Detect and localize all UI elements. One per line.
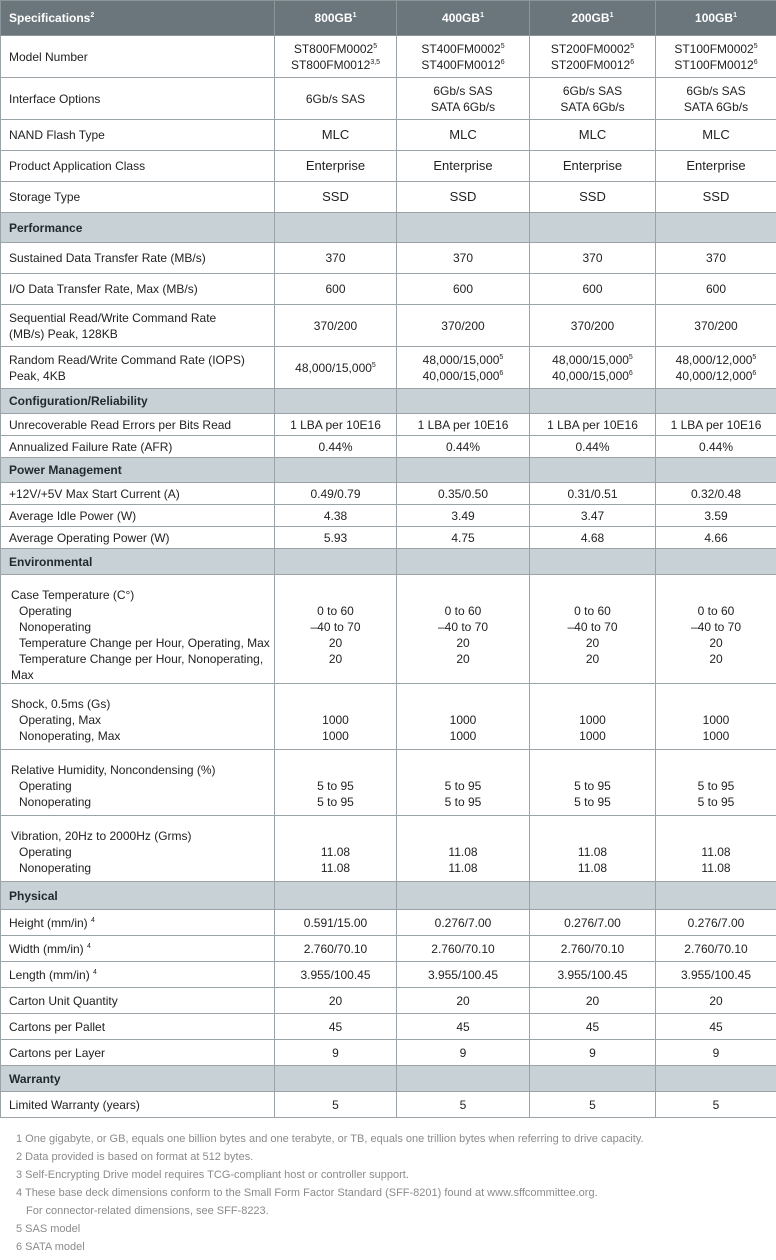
value-cell: 2.760/70.10 <box>275 936 397 962</box>
value-cell: Enterprise <box>397 151 530 182</box>
value-cell: 0.35/0.50 <box>397 483 530 505</box>
value-cell: 0 to 60 –40 to 70 20 20 <box>397 575 530 684</box>
interface-cell: 6Gb/s SAS SATA 6Gb/s <box>656 78 776 120</box>
section-title: Physical <box>1 882 275 910</box>
value-cell: 1000 1000 <box>275 684 397 750</box>
row-label: Average Idle Power (W) <box>1 505 275 527</box>
row-label: Carton Unit Quantity <box>1 988 275 1014</box>
value-cell: 1000 1000 <box>656 684 776 750</box>
value-cell: 1 LBA per 10E16 <box>530 414 656 436</box>
table-row-humidity <box>1 750 776 816</box>
interface-cell: 6Gb/s SAS SATA 6Gb/s <box>397 78 530 120</box>
section-title: Warranty <box>1 1066 275 1092</box>
value-cell: MLC <box>275 120 397 151</box>
value-cell: 3.955/100.45 <box>530 962 656 988</box>
table-row-height <box>1 910 776 936</box>
value-cell: Enterprise <box>275 151 397 182</box>
value-cell: 370 <box>530 243 656 274</box>
value-cell: 1 LBA per 10E16 <box>275 414 397 436</box>
table-row-io-rate <box>1 274 776 305</box>
row-label: +12V/+5V Max Start Current (A) <box>1 483 275 505</box>
value-cell: 370/200 <box>275 305 397 347</box>
interface-cell: 6Gb/s SAS SATA 6Gb/s <box>530 78 656 120</box>
footnote: For connector-related dimensions, see SFF-8223. <box>26 1205 269 1217</box>
value-cell: 0.276/7.00 <box>656 910 776 936</box>
value-cell: 45 <box>656 1014 776 1040</box>
value-cell: 5 <box>656 1092 776 1118</box>
row-label: Case Temperature (C°) Operating Nonoperating Temperature Change per Hour, Operating, Max Temperature Change per Hour, Nonoperating, Max <box>1 575 275 684</box>
value-cell: 4.68 <box>530 527 656 549</box>
table-row-length <box>1 962 776 988</box>
value-cell: 600 <box>656 274 776 305</box>
table-row-width <box>1 936 776 962</box>
value-cell: 0.32/0.48 <box>656 483 776 505</box>
value-cell: 9 <box>275 1040 397 1066</box>
value-cell: 0.276/7.00 <box>530 910 656 936</box>
row-label: Unrecoverable Read Errors per Bits Read <box>1 414 275 436</box>
value-cell: 45 <box>397 1014 530 1040</box>
value-cell: 600 <box>397 274 530 305</box>
row-label: Limited Warranty (years) <box>1 1092 275 1118</box>
section-header-reliability <box>1 389 776 414</box>
section-title: Performance <box>1 213 275 243</box>
table-row-shock <box>1 684 776 750</box>
value-cell: MLC <box>397 120 530 151</box>
value-cell: 370 <box>397 243 530 274</box>
value-cell: 370 <box>656 243 776 274</box>
value-cell: 600 <box>530 274 656 305</box>
value-cell: 5 to 95 5 to 95 <box>275 750 397 816</box>
col-header-800gb: $800GB^1$ <box>275 1 397 36</box>
table-row-sequential <box>1 305 776 347</box>
table-header-row <box>1 1 776 36</box>
row-label: Annualized Failure Rate (AFR) <box>1 436 275 458</box>
value-cell: 20 <box>656 988 776 1014</box>
value-cell: 3.49 <box>397 505 530 527</box>
value-cell: 1000 1000 <box>530 684 656 750</box>
value-cell: 0 to 60 –40 to 70 20 20 <box>275 575 397 684</box>
row-label: Height (mm/in) $^4$ <box>1 910 275 936</box>
col-header-specifications: Specifications$^2$ <box>1 1 275 36</box>
table-row-nand <box>1 120 776 151</box>
value-cell: Enterprise <box>656 151 776 182</box>
value-cell: 0.31/0.51 <box>530 483 656 505</box>
value-cell: 4.66 <box>656 527 776 549</box>
row-label: NAND Flash Type <box>1 120 275 151</box>
value-cell: SSD <box>530 182 656 213</box>
value-cell: 9 <box>397 1040 530 1066</box>
value-cell: 600 <box>275 274 397 305</box>
value-cell: 2.760/70.10 <box>656 936 776 962</box>
row-label: Shock, 0.5ms (Gs) Operating, Max Nonoperating, Max <box>1 684 275 750</box>
value-cell: 0.591/15.00 <box>275 910 397 936</box>
value-cell: 11.08 11.08 <box>656 816 776 882</box>
value-cell: 48,000/15,000$^5$ 40,000/15,000$^6$ <box>530 347 656 389</box>
value-cell: 0.44% <box>275 436 397 458</box>
model-cell: ST800FM0002$^5$ ST800FM0012$^{3,5}$ <box>275 36 397 78</box>
row-label: Cartons per Pallet <box>1 1014 275 1040</box>
row-label: Random Read/Write Command Rate (IOPS) Peak, 4KB <box>1 347 275 389</box>
table-row-per-pallet <box>1 1014 776 1040</box>
value-cell: 0.44% <box>530 436 656 458</box>
value-cell: 0 to 60 –40 to 70 20 20 <box>530 575 656 684</box>
section-header-environmental <box>1 549 776 575</box>
value-cell: 48,000/15,000$^5$ 40,000/15,000$^6$ <box>397 347 530 389</box>
value-cell: 5 <box>397 1092 530 1118</box>
value-cell: 3.955/100.45 <box>656 962 776 988</box>
table-row-interface <box>1 78 776 120</box>
value-cell: 48,000/12,000$^5$ 40,000/12,000$^6$ <box>656 347 776 389</box>
row-label: Product Application Class <box>1 151 275 182</box>
footnote: 2 Data provided is based on format at 512 bytes. <box>16 1151 254 1163</box>
table-row-app-class <box>1 151 776 182</box>
value-cell: 0.44% <box>656 436 776 458</box>
section-header-power <box>1 458 776 483</box>
table-row-random <box>1 347 776 389</box>
value-cell: 1 LBA per 10E16 <box>656 414 776 436</box>
value-cell: 20 <box>530 988 656 1014</box>
value-cell: 5 <box>530 1092 656 1118</box>
row-label: Length (mm/in) $^4$ <box>1 962 275 988</box>
row-label: Cartons per Layer <box>1 1040 275 1066</box>
section-title: Configuration/Reliability <box>1 389 275 414</box>
value-cell: 11.08 11.08 <box>530 816 656 882</box>
section-title: Environmental <box>1 549 275 575</box>
row-label: Width (mm/in) $^4$ <box>1 936 275 962</box>
table-row-temperature <box>1 575 776 684</box>
row-label: Vibration, 20Hz to 2000Hz (Grms) Operating Nonoperating <box>1 816 275 882</box>
value-cell: 370/200 <box>656 305 776 347</box>
table-row-idle-power <box>1 505 776 527</box>
row-label: Relative Humidity, Noncondensing (%) Operating Nonoperating <box>1 750 275 816</box>
value-cell: 48,000/15,000$^5$ <box>275 347 397 389</box>
value-cell: 9 <box>656 1040 776 1066</box>
value-cell: SSD <box>656 182 776 213</box>
model-cell: ST400FM0002$^5$ ST400FM0012$^6$ <box>397 36 530 78</box>
value-cell: 5 <box>275 1092 397 1118</box>
table-row-carton-qty <box>1 988 776 1014</box>
footnote: 4 These base deck dimensions conform to the Small Form Factor Standard (SFF-8201) found at www.sffcommittee.org. <box>16 1187 598 1199</box>
value-cell: 5.93 <box>275 527 397 549</box>
value-cell: 2.760/70.10 <box>530 936 656 962</box>
value-cell: 370/200 <box>530 305 656 347</box>
value-cell: MLC <box>656 120 776 151</box>
value-cell: 11.08 11.08 <box>275 816 397 882</box>
value-cell: 3.955/100.45 <box>397 962 530 988</box>
footnote: 1 One gigabyte, or GB, equals one billion bytes and one terabyte, or TB, equals one trillion bytes when referring to drive capacity. <box>16 1133 644 1145</box>
value-cell: 370/200 <box>397 305 530 347</box>
table-row-model-number <box>1 36 776 78</box>
footnote: 3 Self-Encrypting Drive model requires TCG-compliant host or controller support. <box>16 1169 409 1181</box>
value-cell: 3.955/100.45 <box>275 962 397 988</box>
row-label: Average Operating Power (W) <box>1 527 275 549</box>
value-cell: 11.08 11.08 <box>397 816 530 882</box>
value-cell: 45 <box>275 1014 397 1040</box>
table-row-start-current <box>1 483 776 505</box>
value-cell: 0.44% <box>397 436 530 458</box>
row-label: Sustained Data Transfer Rate (MB/s) <box>1 243 275 274</box>
interface-cell: 6Gb/s SAS <box>275 78 397 120</box>
table-row-limited-warranty <box>1 1092 776 1118</box>
footnote: 5 SAS model <box>16 1223 81 1235</box>
model-cell: ST200FM0002$^5$ ST200FM0012$^6$ <box>530 36 656 78</box>
value-cell: 0.49/0.79 <box>275 483 397 505</box>
section-header-warranty <box>1 1066 776 1092</box>
value-cell: 0 to 60 –40 to 70 20 20 <box>656 575 776 684</box>
value-cell: Enterprise <box>530 151 656 182</box>
table-row-vibration <box>1 816 776 882</box>
row-label: Storage Type <box>1 182 275 213</box>
table-row-read-errors <box>1 414 776 436</box>
value-cell: 0.276/7.00 <box>397 910 530 936</box>
value-cell: 4.38 <box>275 505 397 527</box>
value-cell: SSD <box>397 182 530 213</box>
value-cell: 370 <box>275 243 397 274</box>
value-cell: MLC <box>530 120 656 151</box>
model-cell: ST100FM0002$^5$ ST100FM0012$^6$ <box>656 36 776 78</box>
col-header-200gb: $200GB^1$ <box>530 1 656 36</box>
row-label: I/O Data Transfer Rate, Max (MB/s) <box>1 274 275 305</box>
value-cell: 5 to 95 5 to 95 <box>656 750 776 816</box>
value-cell: 2.760/70.10 <box>397 936 530 962</box>
footnote: 6 SATA model <box>16 1241 85 1253</box>
row-label: Interface Options <box>1 78 275 120</box>
value-cell: 4.75 <box>397 527 530 549</box>
table-row-per-layer <box>1 1040 776 1066</box>
value-cell: 9 <box>530 1040 656 1066</box>
col-header-100gb: $100GB^1$ <box>656 1 776 36</box>
table-row-afr <box>1 436 776 458</box>
value-cell: 3.47 <box>530 505 656 527</box>
col-header-400gb: $400GB^1$ <box>397 1 530 36</box>
row-label: Sequential Read/Write Command Rate (MB/s) Peak, 128KB <box>1 305 275 347</box>
value-cell: 1 LBA per 10E16 <box>397 414 530 436</box>
value-cell: SSD <box>275 182 397 213</box>
table-row-sustained <box>1 243 776 274</box>
row-label: Model Number <box>1 36 275 78</box>
section-header-performance <box>1 213 776 243</box>
footnotes <box>16 1130 776 1256</box>
table-row-operating-power <box>1 527 776 549</box>
section-title: Power Management <box>1 458 275 483</box>
value-cell: 1000 1000 <box>397 684 530 750</box>
value-cell: 5 to 95 5 to 95 <box>530 750 656 816</box>
section-header-physical <box>1 882 776 910</box>
value-cell: 20 <box>397 988 530 1014</box>
table-row-storage <box>1 182 776 213</box>
value-cell: 20 <box>275 988 397 1014</box>
value-cell: 3.59 <box>656 505 776 527</box>
value-cell: 5 to 95 5 to 95 <box>397 750 530 816</box>
value-cell: 45 <box>530 1014 656 1040</box>
